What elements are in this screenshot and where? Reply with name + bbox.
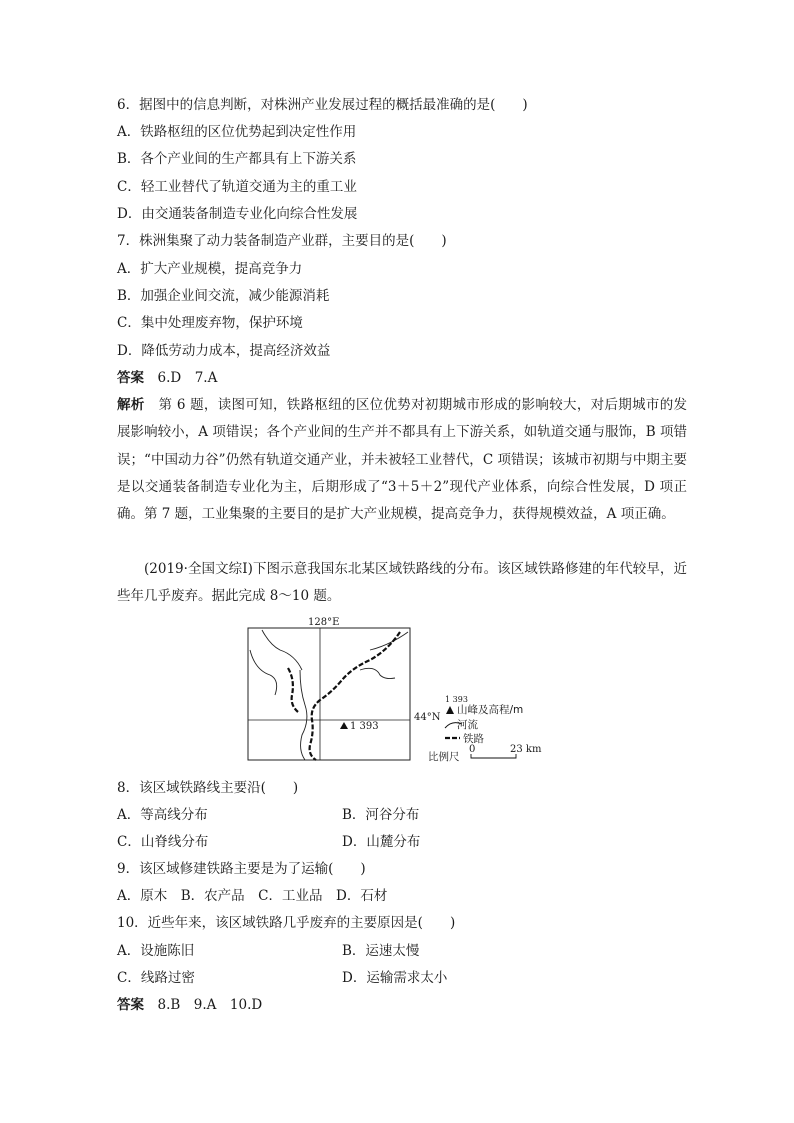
scale-label: 比例尺 [428,751,460,763]
q8-option-c: C．山脊线分布 [117,834,209,850]
railways [288,632,400,760]
answer-label: 答案 [117,370,144,386]
q6-option-c: C．轻工业替代了轨道交通为主的重工业 [117,179,357,195]
q7-option-d: D．降低劳动力成本，提高经济效益 [117,343,331,359]
q7-option-a: A．扩大产业规模，提高竞争力 [117,261,303,277]
legend-peak-value: 1 393 [445,695,468,704]
analysis-text: 第 6 题，读图可知，铁路枢纽的区位优势对初期城市形成的影响较大，对后期城市的发展影响较小，A 项错误；各个产业间的生产并不都具有上下游关系，如轨道交通与服饰，B 项错误；“中国动力谷”仍然有轨道交通产业，并未被轻工业替代，C 项错误；该城市初期与中期主要是以交通装备制造专业化为主，后期形成了“3＋5＋2”现代产业体系，向综合性发展，D 项正确。第 7 题，工业集聚的主要目的是扩大产业规模，提高竞争力，获得规模效益，A 项正确。 [117,397,688,523]
peak-icon [340,722,348,729]
river-west [250,650,277,695]
answer-label-2: 答案 [117,997,144,1013]
railway-map [240,610,560,770]
river-east [360,668,395,678]
analysis-label: 解析 [117,397,145,413]
answer-value-2: 8.B 9.A 10.D [157,997,263,1013]
q10-option-b: B．运速太慢 [342,943,420,959]
q6-option-a: A．铁路枢纽的区位优势起到决定性作用 [117,124,357,140]
q7-stem: 7．株洲集聚了动力装备制造产业群，主要目的是( ) [117,233,447,249]
river-northeast [370,632,408,650]
scale-zero: 0 [469,744,476,755]
legend-river-text: 河流 [457,719,478,731]
q10-option-d: D．运输需求太小 [342,970,448,986]
q8-option-d: D．山麓分布 [342,834,421,850]
answer-value: 6.D 7.A [157,370,218,386]
railway-branch [288,668,298,712]
river-northwest [262,630,302,670]
q6-option-b: B．各个产业间的生产都具有上下游关系 [117,151,357,167]
q8-stem: 8．该区域铁路线主要沿( ) [117,780,299,796]
q10-option-a: A．设施陈旧 [117,943,195,959]
answer-8-10 [117,996,262,1014]
river-main [300,670,307,760]
answer-6-7 [117,369,217,387]
q9-stem: 9．该区域修建铁路主要是为了运输( ) [117,861,366,877]
intro-paragraph: (2019·全国文综Ⅰ)下图示意我国东北某区域铁路线的分布。该区域铁路修建的年代较早，近些年几乎废弃。据此完成 8～10 题。 [117,561,687,605]
scale-max: 23 km [510,744,542,755]
latitude-label: 44°N [414,712,441,723]
q7-option-b: B．加强企业间交流，减少能源消耗 [117,288,330,304]
q10-stem: 10．近些年来，该区域铁路几乎废弃的主要原因是( ) [117,915,456,931]
q7-option-c: C．集中处理废弃物，保护环境 [117,315,303,331]
railway-map-figure [240,610,560,770]
q6-stem: 6．据图中的信息判断，对株洲产业发展过程的概括最准确的是( ) [117,97,528,113]
longitude-label: 128°E [308,617,340,628]
q10-option-c: C．线路过密 [117,970,195,986]
legend-peak-text: 山峰及高程/m [457,704,524,716]
peak-label: 1 393 [350,721,379,732]
q8-option-a: A．等高线分布 [117,807,208,823]
q6-option-d: D．由交通装备制造专业化向综合性发展 [117,206,358,222]
legend-rail-text: 铁路 [463,733,484,745]
q9-options: A．原木 B．农产品 C．工业品 D．石材 [117,888,388,904]
map-legend [428,695,542,763]
q8-option-b: B．河谷分布 [342,807,420,823]
railway-main [310,632,400,760]
legend-peak-icon [446,706,454,714]
analysis-paragraph [117,392,687,528]
